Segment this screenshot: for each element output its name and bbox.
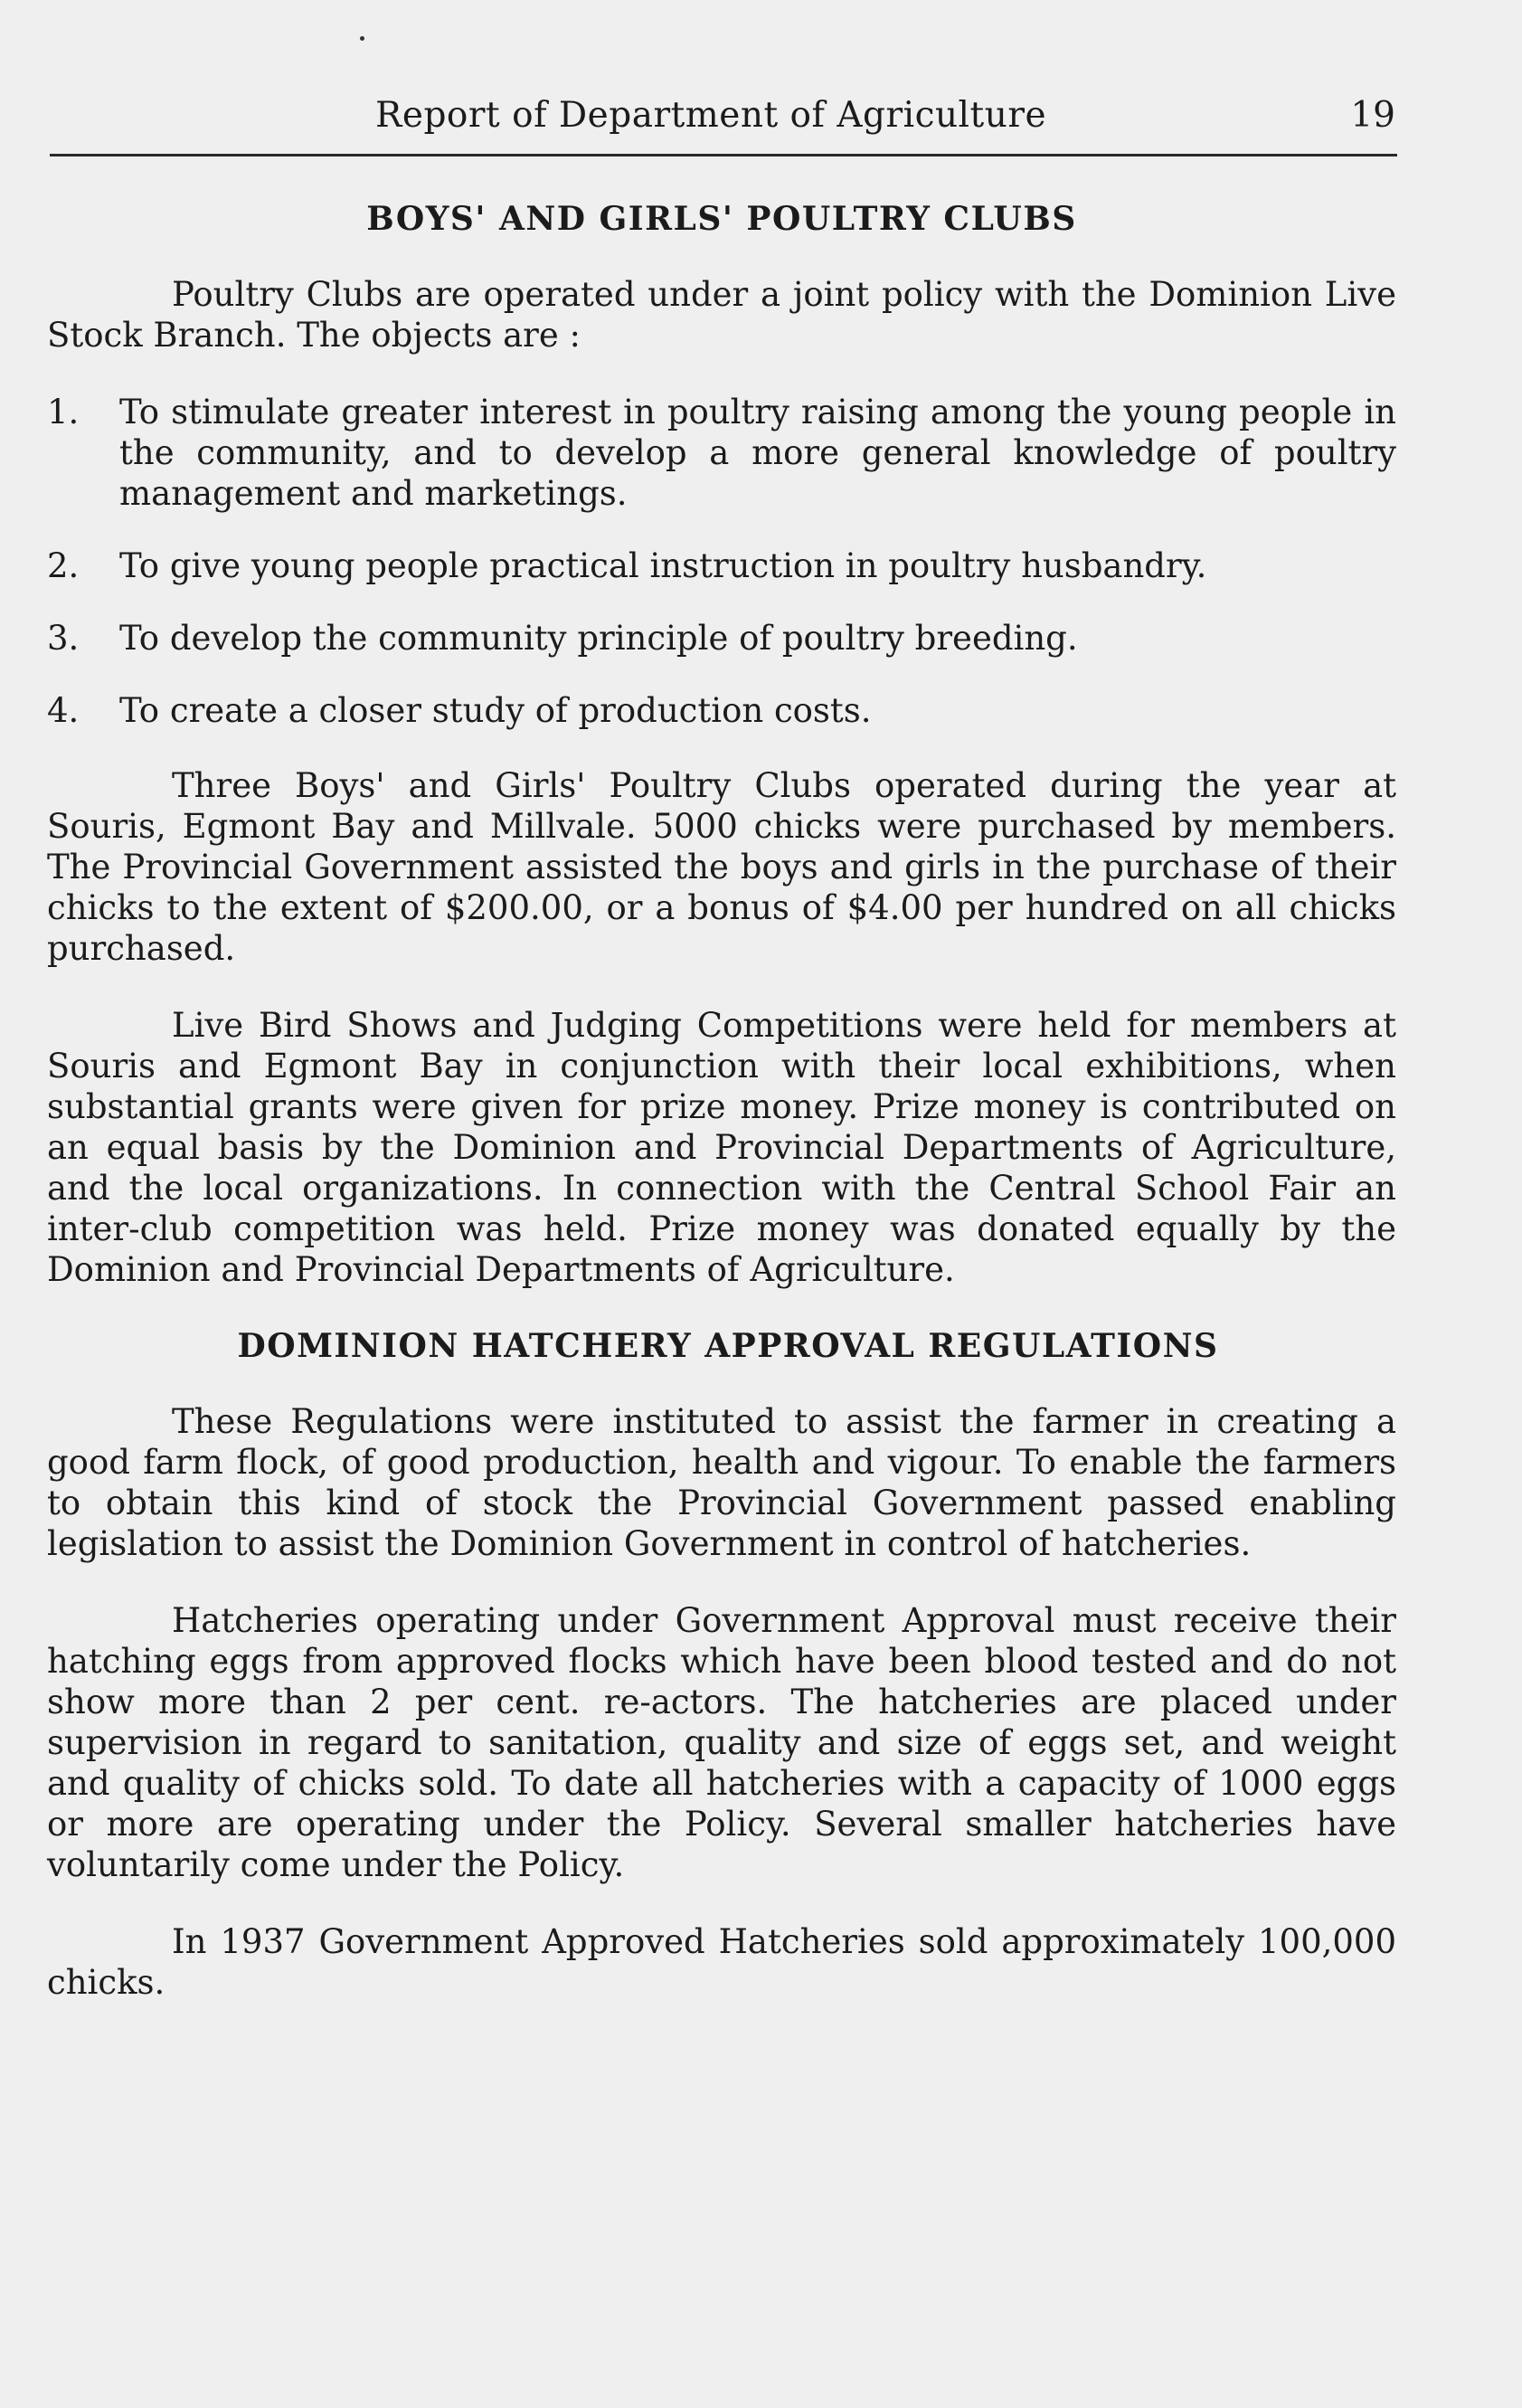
paragraph-poultry-clubs: Three Boys' and Girls' Poultry Clubs operated during the year at Souris, Egmont Bay and Millvale. 5000 chicks were purchased by members. The Provincial Government assisted the boys and girls in the purchase of their chicks to the extent of $200.00, or a bonus of $4.00 per hundred on all chicks purchased.: [47, 766, 1396, 968]
paragraph-bird-shows: Live Bird Shows and Judging Competitions were held for members at Souris and Egmont Bay in conjunction with their local exhibitions, when substantial grants were given for prize money. Prize money is contributed on an equal basis by the Dominion and Provincial Departments of Agriculture, and the local organizations. In connection with the Central School Fair an inter-club competition was held. Prize money was donated equally by the Dominion and Provincial Departments of Agriculture.: [47, 1006, 1396, 1289]
list-item-text: To give young people practical instruction in poultry husbandry.: [119, 546, 1207, 585]
list-item: [47, 690, 1396, 731]
list-item: [47, 545, 1396, 586]
list-item-number: 2.: [47, 546, 80, 585]
header-rule: [50, 154, 1397, 156]
list-item-text: To develop the community principle of poultry breeding.: [119, 619, 1078, 658]
print-speck: [360, 36, 364, 41]
list-item-text: To create a closer study of production costs.: [119, 691, 872, 730]
page-body: [47, 190, 1396, 2039]
list-item: [47, 392, 1396, 514]
list-item-number: 1.: [47, 393, 80, 431]
section-heading-hatchery-regulations: DOMINION HATCHERY APPROVAL REGULATIONS: [237, 1327, 1219, 1365]
list-item-text: To stimulate greater interest in poultry raising among the young people in the community, and to develop a more general knowledge of poultry management and marketings.: [119, 393, 1396, 513]
section-heading-poultry-clubs: BOYS' AND GIRLS' POULTRY CLUBS: [366, 200, 1077, 238]
paragraph-intro: Poultry Clubs are operated under a joint policy with the Dominion Live Stock Branch. The objects are :: [47, 275, 1396, 355]
page-number: 19: [1350, 95, 1395, 136]
paragraph-1937-sales: In 1937 Government Approved Hatcheries sold approximately 100,000 chicks.: [47, 1922, 1396, 2002]
list-item-number: 4.: [47, 691, 80, 730]
paragraph-regulations: These Regulations were instituted to assist the farmer in creating a good farm flock, of good production, health and vigour. To enable the farmers to obtain this kind of stock the Provincial Government passed enabling legislation to assist the Dominion Government in control of hatcheries.: [47, 1402, 1396, 1563]
objects-list: [47, 392, 1396, 731]
list-item: [47, 618, 1396, 659]
paragraph-government-approval: Hatcheries operating under Government Approval must receive their hatching eggs from approved flocks which have been blood tested and do not show more than 2 per cent. re-actors. The hatcheries are placed under supervision in regard to sanitation, quality and size of eggs set, and weight and quality of chicks sold. To date all hatcheries with a capacity of 1000 eggs or more are operating under the Policy. Several smaller hatcheries have voluntarily come under the Policy.: [47, 1601, 1396, 1884]
running-header: Report of Department of Agriculture: [375, 95, 1047, 136]
list-item-number: 3.: [47, 619, 80, 658]
